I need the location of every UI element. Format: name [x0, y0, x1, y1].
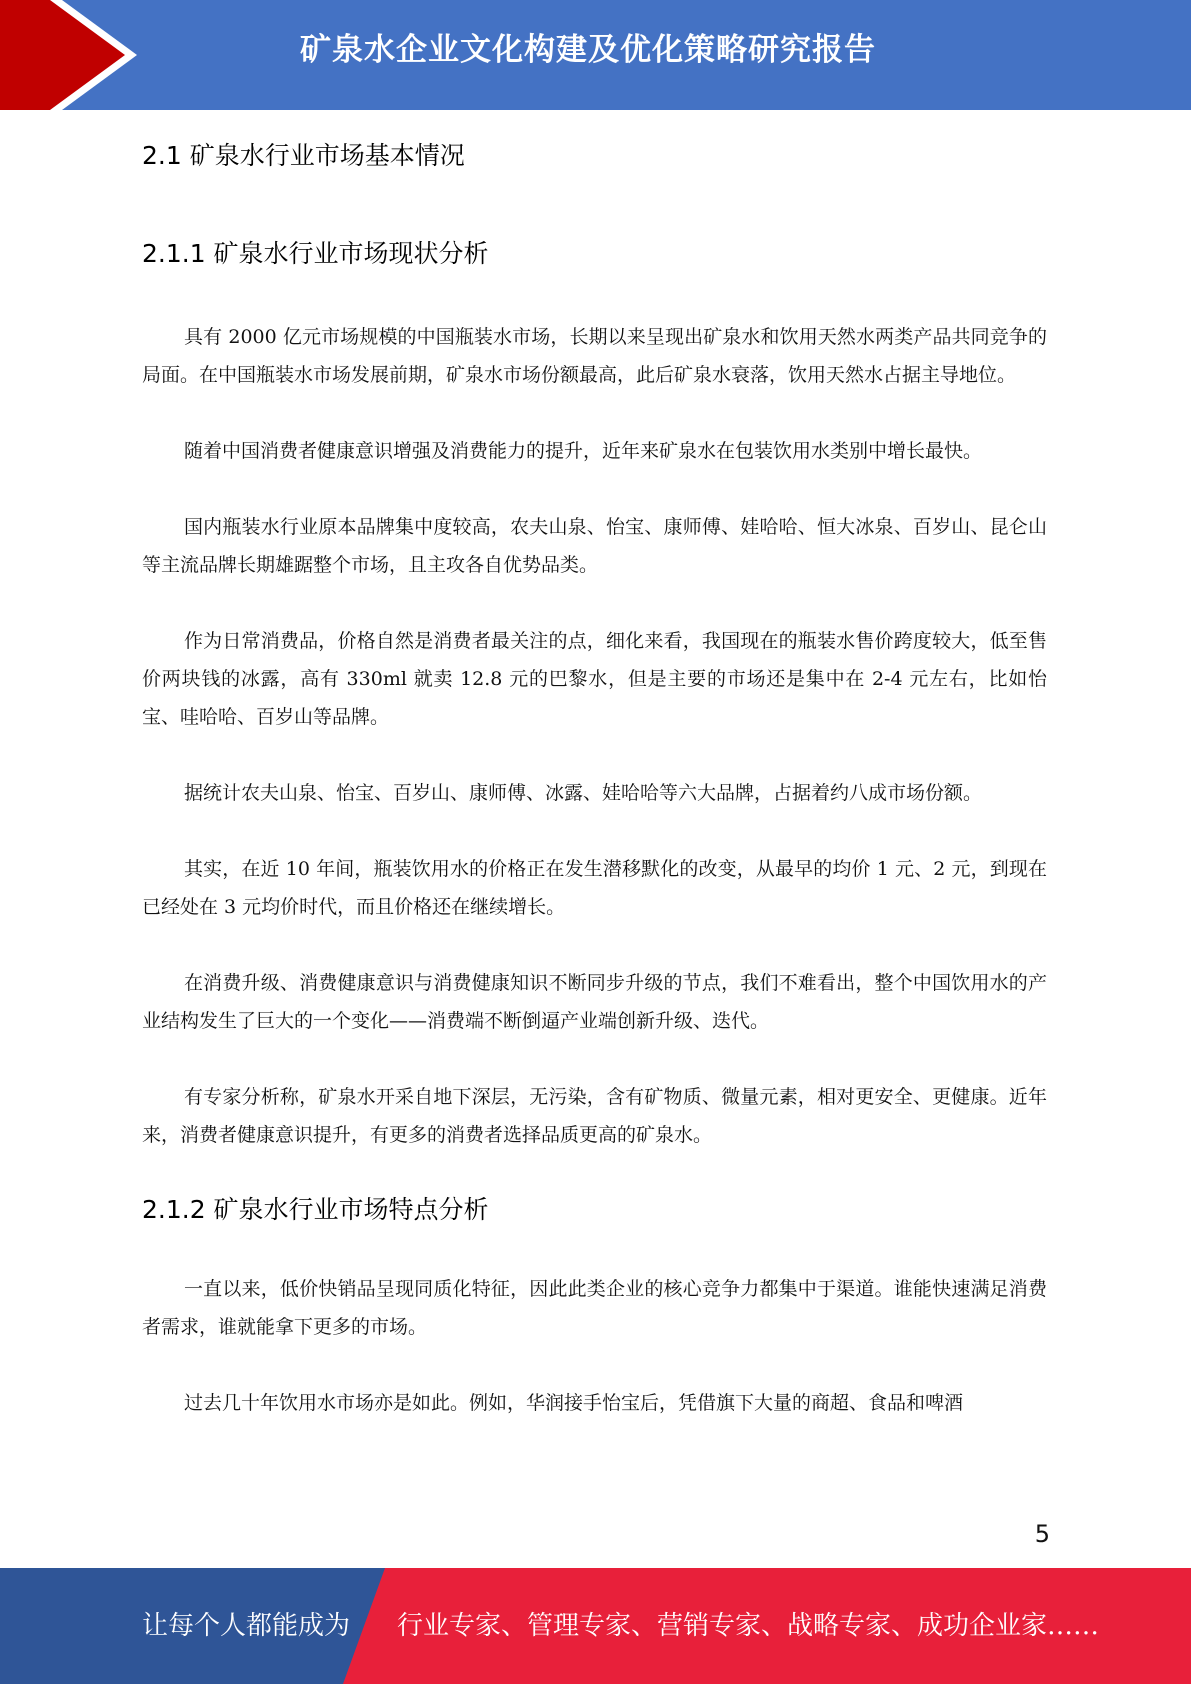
chevron-arrow-icon [0, 0, 160, 110]
subsection-heading-2: 2.1.2 矿泉水行业市场特点分析 [142, 1195, 489, 1224]
page-footer [0, 1568, 1191, 1684]
footer-slogan-left: 让每个人都能成为 [142, 1611, 351, 1641]
report-title: 矿泉水企业文化构建及优化策略研究报告 [300, 32, 876, 68]
paragraph: 其实，在近 10 年间，瓶装饮用水的价格正在发生潜移默化的改变，从最早的均价 1 元、2 元，到现在已经处在 3 元均价时代，而且价格还在继续增长。 [142, 858, 1047, 918]
paragraph: 国内瓶装水行业原本品牌集中度较高，农夫山泉、怡宝、康师傅、娃哈哈、恒大冰泉、百岁山、昆仑山等主流品牌长期雄踞整个市场，且主攻各自优势品类。 [142, 516, 1047, 576]
subsection-heading-1: 2.1.1 矿泉水行业市场现状分析 [142, 239, 489, 268]
paragraph: 具有 2000 亿元市场规模的中国瓶装水市场，长期以来呈现出矿泉水和饮用天然水两类产品共同竞争的局面。在中国瓶装水市场发展前期，矿泉水市场份额最高，此后矿泉水衰落，饮用天然水占据主导地位。 [142, 326, 1047, 386]
page-content [142, 110, 1047, 1422]
paragraph: 在消费升级、消费健康意识与消费健康知识不断同步升级的节点，我们不难看出，整个中国饮用水的产业结构发生了巨大的一个变化——消费端不断倒逼产业端创新升级、迭代。 [142, 972, 1047, 1032]
page-header [0, 0, 1191, 110]
paragraph: 随着中国消费者健康意识增强及消费能力的提升，近年来矿泉水在包装饮用水类别中增长最快。 [184, 440, 983, 462]
paragraph: 过去几十年饮用水市场亦是如此。例如，华润接手怡宝后，凭借旗下大量的商超、食品和啤酒 [184, 1392, 964, 1414]
paragraph: 作为日常消费品，价格自然是消费者最关注的点，细化来看，我国现在的瓶装水售价跨度较大，低至售价两块钱的冰露，高有 330ml 就卖 12.8 元的巴黎水，但是主要的市场还是集中在 2-4 元左右，比如怡宝、哇哈哈、百岁山等品牌。 [142, 630, 1047, 728]
paragraph: 有专家分析称，矿泉水开采自地下深层，无污染，含有矿物质、微量元素，相对更安全、更健康。近年来，消费者健康意识提升，有更多的消费者选择品质更高的矿泉水。 [142, 1086, 1047, 1146]
page-number: 5 [1034, 1520, 1050, 1548]
footer-slogan-right: 行业专家、管理专家、营销专家、战略专家、成功企业家…… [397, 1611, 1100, 1641]
paragraph: 据统计农夫山泉、怡宝、百岁山、康师傅、冰露、娃哈哈等六大品牌，占据着约八成市场份额。 [184, 782, 983, 804]
section-heading: 2.1 矿泉水行业市场基本情况 [142, 141, 465, 170]
paragraph: 一直以来，低价快销品呈现同质化特征，因此此类企业的核心竞争力都集中于渠道。谁能快速满足消费者需求，谁就能拿下更多的市场。 [142, 1278, 1047, 1338]
